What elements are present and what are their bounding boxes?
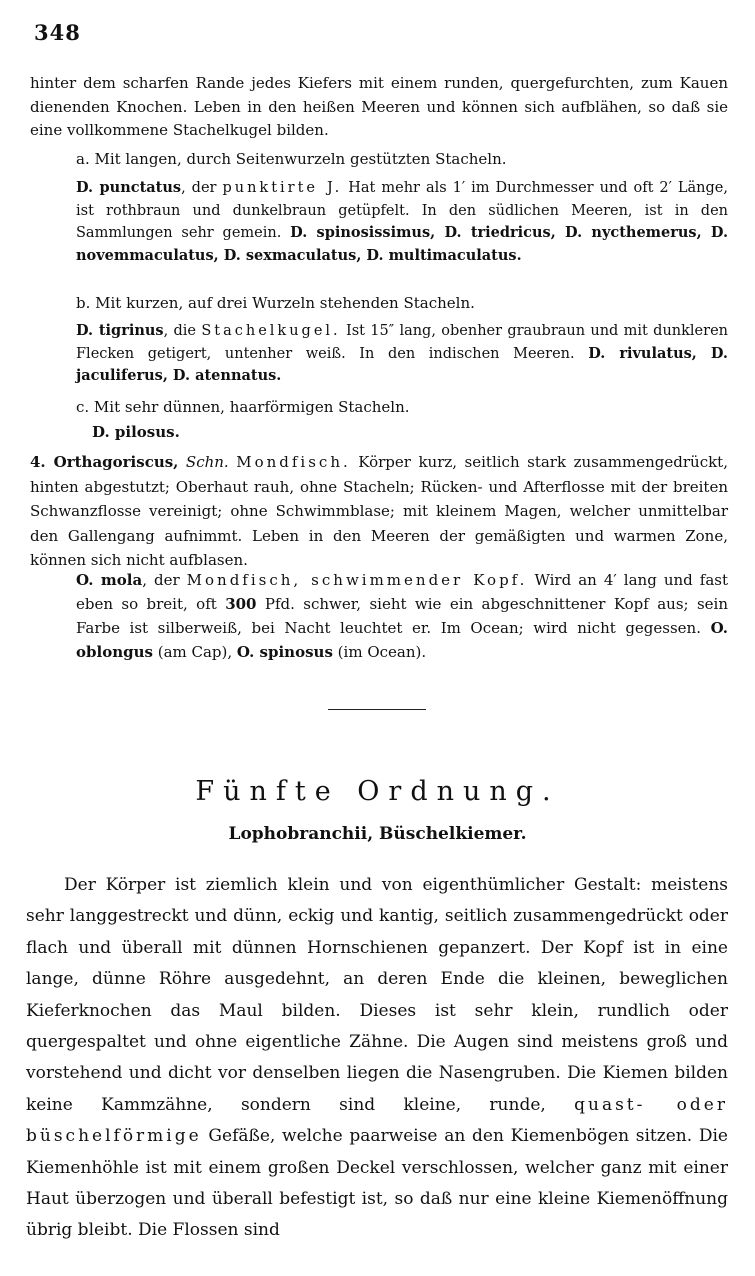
species-description: Wird an 4′ lang und fast eben so breit, oft [76,571,728,613]
related-species-location: (am Cap), [152,643,237,661]
species-entry-pilosus: D. pilosus. [92,423,180,441]
related-species: D. rivulatus, D. jaculiferus, D. atennatus. [76,344,728,384]
species-entry-punctatus [76,177,728,267]
paragraph-text-cont: Gefäße, welche paarweise an den Kiemenbögen sitzen. Die Kiemenhöhle ist mit einem großen Deckel verschlossen, welcher ganz mit einer Haut überzogen und überall befestigt ist, so daß nur eine kleine Kiemenöffnung übrig bleibt. Die Flossen sind [26,1126,728,1241]
related-species-location: (im Ocean). [332,643,427,661]
group-c-heading: c. Mit sehr dünnen, haarförmigen Stacheln. [76,398,410,416]
genus-common-name: Mondfisch. [236,453,351,471]
species-separator: , der [181,180,223,196]
species-description: Hat mehr als 1′ im Durchmesser und oft 2′ Länge, ist rothbraun und dunkelbraun getüpfelt. In den südlichen Meeren, ist in den Sammlungen sehr gemein. [76,180,728,241]
related-species-spinosus: O. spinosus [236,643,333,661]
species-description-cont: Pfd. schwer, sieht wie ein abgeschnittener Kopf aus; sein Farbe ist silberweiß, bei Nacht leuchtet er. Im Ocean; wird nicht gegessen. [76,595,728,637]
species-description: Ist 15″ lang, obenher graubraun und mit dunkleren Flecken getigert, untenher weiß. In den indischen Meeren. [76,323,728,362]
species-name: D. tigrinus [76,322,164,339]
genus-number-name: 4. Orthagoriscus, [30,453,179,471]
paragraph-text: Der Körper ist ziemlich klein und von eigenthümlicher Gestalt: meistens sehr langgestreckt und dünn, eckig und kantig, seitlich zusammengedrückt oder flach und überall mit dünnen Hornschienen gepanzert. Der Kopf ist in eine lange, dünne Röhre ausgedehnt, an deren Ende die kleinen, beweglichen Kieferknochen das Maul bilden. Dieses ist sehr klein, rundlich oder quergespaltet und ohne eigentliche Zähne. Die Augen sind meistens groß und vorstehend und dicht vor denselben liegen die Nasengruben. Die Kiemen bilden keine Kammzähne, sondern sind kleine, runde, [26,875,728,1115]
genus-author: Schn. [178,453,237,471]
order-title: Fünfte Ordnung. [195,776,560,807]
related-species-oblongus: O. oblongus [76,619,728,661]
species-name: D. punctatus [76,179,182,196]
species-common-name: punktirte J. [222,180,343,196]
intro-paragraph: hinter dem scharfen Rande jedes Kiefers mit einem runden, quergefurchten, zum Kauen dienenden Knochen. Leben in den heißen Meeren und können sich aufblähen, so daß sie eine vollkommene Stachelkugel bilden. [30,74,728,139]
group-b-heading: b. Mit kurzen, auf drei Wurzeln stehenden Stacheln. [76,294,475,312]
species-separator: , der [142,571,187,589]
group-a-heading: a. Mit langen, durch Seitenwurzeln gestützten Stacheln. [76,150,507,168]
species-separator: , die [163,323,202,339]
page-number: 348 [34,20,81,45]
order-description-paragraph [26,870,728,1247]
related-species: D. spinosissimus, D. triedricus, D. nycthemerus, D. novemmaculatus, D. sexmaculatus, D. multimaculatus. [76,224,729,264]
species-entry-mola [76,568,728,664]
section-divider [328,709,426,710]
species-entry-tigrinus [76,320,728,388]
species-common-name: Stachelkugel. [201,323,341,339]
genus-description: Körper kurz, seitlich stark zusammengedrückt, hinten abgestutzt; Oberhaut rauh, ohne Stacheln; Rücken- und Afterflosse mit der breiten Schwanzflosse vereinigt; ohne Schwimmblase; mit kleinem Magen, welcher unmittelbar den Gallengang aufnimmt. Leben in den Meeren der gemäßigten und warmen Zone, können sich nicht aufblasen. [30,453,728,569]
species-name: O. mola [76,571,143,589]
weight-value: 300 [225,595,257,613]
species-common-name: Mondfisch, schwimmender Kopf. [186,571,528,589]
genus-orthagoriscus-paragraph [30,450,728,573]
spaced-term: quast- oder büschelförmige [26,1094,728,1147]
order-subtitle: Lophobranchii, Büschelkiemer. [228,824,527,844]
